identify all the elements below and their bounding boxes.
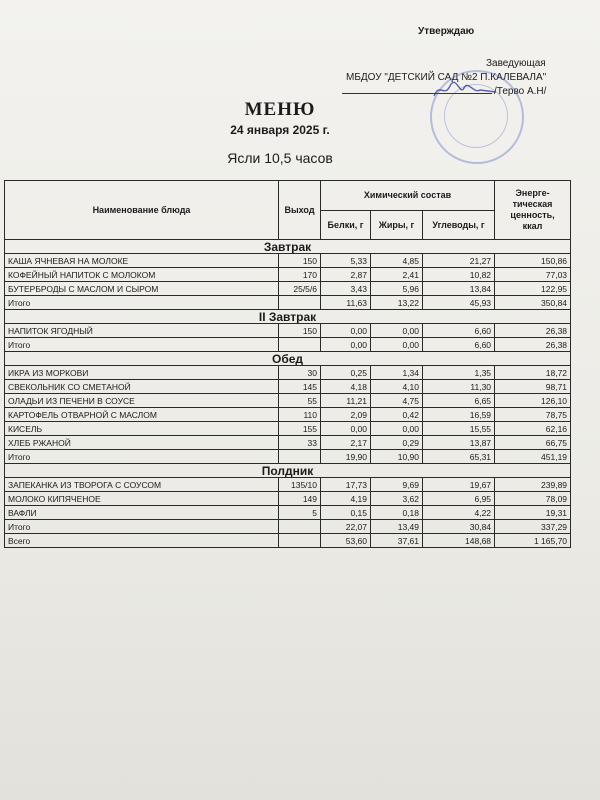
col-protein-header: Белки, г bbox=[321, 210, 371, 240]
dish-output: 135/10 bbox=[279, 478, 321, 492]
table-row bbox=[5, 506, 571, 520]
dish-protein: 0,15 bbox=[321, 506, 371, 520]
dish-fat: 4,10 bbox=[371, 380, 423, 394]
dish-carbs: 6,60 bbox=[423, 324, 495, 338]
dish-name: БУТЕРБРОДЫ С МАСЛОМ И СЫРОМ bbox=[5, 282, 279, 296]
group-name: Ясли 10,5 часов bbox=[227, 150, 333, 166]
col-fat-header: Жиры, г bbox=[371, 210, 423, 240]
total-output bbox=[279, 338, 321, 352]
dish-name: КОФЕЙНЫЙ НАПИТОК С МОЛОКОМ bbox=[5, 268, 279, 282]
dish-name: СВЕКОЛЬНИК СО СМЕТАНОЙ bbox=[5, 380, 279, 394]
total-energy: 26,38 bbox=[495, 338, 571, 352]
dish-carbs: 1,35 bbox=[423, 366, 495, 380]
grand-total-fat: 37,61 bbox=[371, 534, 423, 548]
dish-protein: 0,25 bbox=[321, 366, 371, 380]
dish-fat: 4,85 bbox=[371, 254, 423, 268]
total-carbs: 30,84 bbox=[423, 520, 495, 534]
total-label: Итого bbox=[5, 338, 279, 352]
section-total-row bbox=[5, 450, 571, 464]
dish-output: 149 bbox=[279, 492, 321, 506]
table-row bbox=[5, 492, 571, 506]
dish-energy: 150,86 bbox=[495, 254, 571, 268]
dish-output: 33 bbox=[279, 436, 321, 450]
dish-name: ЗАПЕКАНКА ИЗ ТВОРОГА С СОУСОМ bbox=[5, 478, 279, 492]
section-header bbox=[5, 464, 571, 478]
grand-total-output bbox=[279, 534, 321, 548]
dish-protein: 0,00 bbox=[321, 324, 371, 338]
dish-energy: 126,10 bbox=[495, 394, 571, 408]
table-row bbox=[5, 422, 571, 436]
total-carbs: 65,31 bbox=[423, 450, 495, 464]
table-row bbox=[5, 324, 571, 338]
table-row bbox=[5, 268, 571, 282]
dish-carbs: 13,87 bbox=[423, 436, 495, 450]
col-name-header: Наименование блюда bbox=[5, 181, 279, 240]
menu-date: 24 января 2025 г. bbox=[230, 123, 330, 137]
total-fat: 0,00 bbox=[371, 338, 423, 352]
dish-name: ИКРА ИЗ МОРКОВИ bbox=[5, 366, 279, 380]
signer-name: /Терво А.Н/ bbox=[494, 86, 547, 97]
dish-output: 30 bbox=[279, 366, 321, 380]
dish-fat: 5,96 bbox=[371, 282, 423, 296]
menu-table bbox=[4, 180, 571, 548]
dish-energy: 239,89 bbox=[495, 478, 571, 492]
organization-name: МБДОУ "ДЕТСКИЙ САД №2 П.КАЛЕВАЛА" bbox=[346, 72, 547, 83]
dish-energy: 122,95 bbox=[495, 282, 571, 296]
dish-fat: 4,75 bbox=[371, 394, 423, 408]
dish-output: 55 bbox=[279, 394, 321, 408]
section-title: Завтрак bbox=[5, 240, 571, 254]
dish-output: 145 bbox=[279, 380, 321, 394]
section-header bbox=[5, 310, 571, 324]
dish-name: ВАФЛИ bbox=[5, 506, 279, 520]
dish-output: 25/5/6 bbox=[279, 282, 321, 296]
dish-fat: 3,62 bbox=[371, 492, 423, 506]
total-carbs: 45,93 bbox=[423, 296, 495, 310]
dish-carbs: 6,65 bbox=[423, 394, 495, 408]
col-chem-header: Химический состав bbox=[321, 181, 495, 211]
total-protein: 11,63 bbox=[321, 296, 371, 310]
dish-carbs: 13,84 bbox=[423, 282, 495, 296]
section-title: Обед bbox=[5, 352, 571, 366]
section-title: II Завтрак bbox=[5, 310, 571, 324]
table-row bbox=[5, 394, 571, 408]
total-energy: 350,84 bbox=[495, 296, 571, 310]
dish-name: КАРТОФЕЛЬ ОТВАРНОЙ С МАСЛОМ bbox=[5, 408, 279, 422]
table-row bbox=[5, 380, 571, 394]
dish-fat: 1,34 bbox=[371, 366, 423, 380]
head-role: Заведующая bbox=[486, 58, 546, 69]
dish-energy: 98,71 bbox=[495, 380, 571, 394]
dish-fat: 0,18 bbox=[371, 506, 423, 520]
section-header bbox=[5, 352, 571, 366]
dish-name: ОЛАДЬИ ИЗ ПЕЧЕНИ В СОУСЕ bbox=[5, 394, 279, 408]
dish-fat: 0,29 bbox=[371, 436, 423, 450]
dish-protein: 5,33 bbox=[321, 254, 371, 268]
dish-protein: 11,21 bbox=[321, 394, 371, 408]
dish-protein: 0,00 bbox=[321, 422, 371, 436]
total-label: Итого bbox=[5, 520, 279, 534]
table-row bbox=[5, 408, 571, 422]
total-fat: 13,22 bbox=[371, 296, 423, 310]
section-header bbox=[5, 240, 571, 254]
col-energy-header: Энерге- тическая ценность, ккал bbox=[495, 181, 571, 240]
table-row bbox=[5, 366, 571, 380]
approve-label: Утверждаю bbox=[418, 26, 475, 37]
dish-energy: 26,38 bbox=[495, 324, 571, 338]
table-row bbox=[5, 436, 571, 450]
dish-energy: 19,31 bbox=[495, 506, 571, 520]
dish-energy: 18,72 bbox=[495, 366, 571, 380]
dish-output: 150 bbox=[279, 324, 321, 338]
dish-fat: 2,41 bbox=[371, 268, 423, 282]
dish-fat: 0,00 bbox=[371, 422, 423, 436]
col-output-header: Выход bbox=[279, 181, 321, 240]
dish-protein: 2,87 bbox=[321, 268, 371, 282]
dish-carbs: 21,27 bbox=[423, 254, 495, 268]
total-output bbox=[279, 296, 321, 310]
grand-total-carbs: 148,68 bbox=[423, 534, 495, 548]
total-output bbox=[279, 520, 321, 534]
table-row bbox=[5, 254, 571, 268]
dish-energy: 78,75 bbox=[495, 408, 571, 422]
dish-carbs: 19,67 bbox=[423, 478, 495, 492]
total-carbs: 6,60 bbox=[423, 338, 495, 352]
col-carbs-header: Углеводы, г bbox=[423, 210, 495, 240]
section-title: Полдник bbox=[5, 464, 571, 478]
dish-name: ХЛЕБ РЖАНОЙ bbox=[5, 436, 279, 450]
dish-carbs: 4,22 bbox=[423, 506, 495, 520]
grand-total-row bbox=[5, 534, 571, 548]
total-protein: 0,00 bbox=[321, 338, 371, 352]
dish-name: МОЛОКО КИПЯЧЕНОЕ bbox=[5, 492, 279, 506]
grand-total-label: Всего bbox=[5, 534, 279, 548]
dish-energy: 66,75 bbox=[495, 436, 571, 450]
dish-carbs: 10,82 bbox=[423, 268, 495, 282]
dish-protein: 2,09 bbox=[321, 408, 371, 422]
dish-energy: 77,03 bbox=[495, 268, 571, 282]
total-fat: 13,49 bbox=[371, 520, 423, 534]
dish-energy: 78,09 bbox=[495, 492, 571, 506]
total-protein: 22,07 bbox=[321, 520, 371, 534]
dish-name: КИСЕЛЬ bbox=[5, 422, 279, 436]
grand-total-protein: 53,60 bbox=[321, 534, 371, 548]
section-total-row bbox=[5, 296, 571, 310]
table-row bbox=[5, 282, 571, 296]
total-label: Итого bbox=[5, 296, 279, 310]
dish-fat: 0,42 bbox=[371, 408, 423, 422]
total-energy: 451,19 bbox=[495, 450, 571, 464]
section-total-row bbox=[5, 520, 571, 534]
dish-carbs: 11,30 bbox=[423, 380, 495, 394]
total-label: Итого bbox=[5, 450, 279, 464]
section-total-row bbox=[5, 338, 571, 352]
dish-protein: 2,17 bbox=[321, 436, 371, 450]
dish-name: НАПИТОК ЯГОДНЫЙ bbox=[5, 324, 279, 338]
table-row bbox=[5, 478, 571, 492]
dish-energy: 62,16 bbox=[495, 422, 571, 436]
dish-fat: 0,00 bbox=[371, 324, 423, 338]
dish-protein: 3,43 bbox=[321, 282, 371, 296]
total-fat: 10,90 bbox=[371, 450, 423, 464]
dish-carbs: 15,55 bbox=[423, 422, 495, 436]
dish-output: 5 bbox=[279, 506, 321, 520]
grand-total-energy: 1 165,70 bbox=[495, 534, 571, 548]
dish-carbs: 6,95 bbox=[423, 492, 495, 506]
dish-fat: 9,69 bbox=[371, 478, 423, 492]
total-protein: 19,90 bbox=[321, 450, 371, 464]
dish-output: 155 bbox=[279, 422, 321, 436]
dish-protein: 4,19 bbox=[321, 492, 371, 506]
total-energy: 337,29 bbox=[495, 520, 571, 534]
dish-protein: 17,73 bbox=[321, 478, 371, 492]
dish-protein: 4,18 bbox=[321, 380, 371, 394]
total-output bbox=[279, 450, 321, 464]
dish-carbs: 16,59 bbox=[423, 408, 495, 422]
dish-name: КАША ЯЧНЕВАЯ НА МОЛОКЕ bbox=[5, 254, 279, 268]
dish-output: 170 bbox=[279, 268, 321, 282]
page-title: МЕНЮ bbox=[244, 99, 316, 120]
dish-output: 110 bbox=[279, 408, 321, 422]
dish-output: 150 bbox=[279, 254, 321, 268]
